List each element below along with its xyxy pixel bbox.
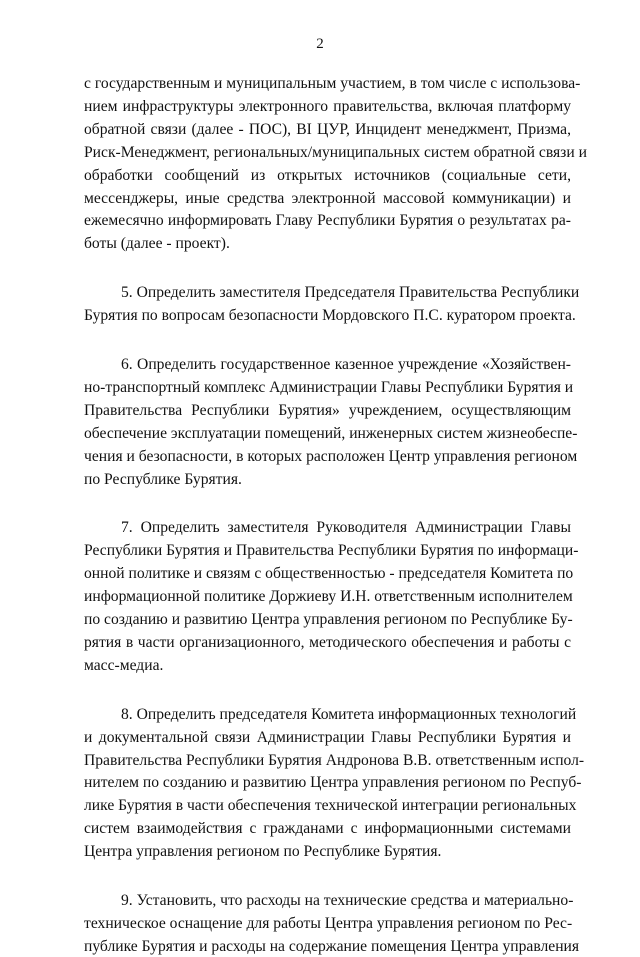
text-line: информационной политике Доржиеву И.Н. ответственным исполнителем — [84, 588, 573, 606]
text-line: обратной связи (далее - ПОС), BI ЦУР, Инцидент менеджмент, Призма, — [84, 120, 571, 138]
text-line: Центра управления регионом по Республике Бурятия. — [84, 843, 442, 861]
text-line: но-транспортный комплекс Администрации Главы Республики Бурятия и — [84, 378, 574, 396]
text-line: систем взаимодействия с гражданами с информационными системами — [84, 820, 571, 838]
text-line: по созданию и развитию Центра управления регионом по Республике Бу- — [84, 611, 573, 628]
text-line: Правительства Республики Бурятия» учреждением, осуществляющим — [84, 401, 571, 419]
text-line: нителем по созданию и развитию Центра управления регионом по Респуб- — [84, 774, 582, 792]
text-line: нием инфраструктуры электронного правительства, включая платформу — [84, 97, 571, 115]
text-line: с государственным и муниципальным участием, в том числе с использова- — [84, 75, 581, 92]
text-line: 9. Установить, что расходы на технические средства и материально- — [121, 892, 574, 909]
text-line: техническое оснащение для работы Центра управления регионом по Рес- — [84, 914, 573, 932]
text-line: Республики Бурятия и Правительства Республики Бурятия по информаци- — [84, 542, 579, 560]
text-line: масс-медиа. — [84, 656, 164, 674]
text-line: Риск-Менеджмент, региональных/муниципальных систем обратной связи и — [84, 143, 587, 161]
text-line: боты (далее - проект). — [84, 235, 230, 253]
text-line: онной политике и связям с общественностью - председателя Комитета по — [84, 565, 574, 583]
text-line: Бурятия по вопросам безопасности Мордовского П.С. куратором проекта. — [84, 307, 576, 325]
text-line: публике Бурятия и расходы на содержание помещения Центра управления — [84, 937, 580, 955]
text-line: Правительства Республики Бурятия Андронова В.В. ответственным испол- — [84, 751, 585, 769]
page-number: 2 — [316, 36, 324, 52]
text-line: 5. Определить заместителя Председателя Правительства Республики — [121, 284, 580, 302]
text-line: 7. Определить заместителя Руководителя Администрации Главы — [121, 519, 571, 537]
text-line: 8. Определить председателя Комитета информационных технологий — [121, 705, 577, 723]
text-line: 6. Определить государственное казенное учреждение «Хозяйствен- — [121, 356, 571, 373]
text-line: мессенджеры, иные средства электронной массовой коммуникации) и — [84, 189, 571, 207]
text-line: лике Бурятия в части обеспечения технической интеграции региональных — [84, 797, 577, 815]
text-line: по Республике Бурятия. — [84, 470, 242, 488]
text-line: ежемесячно информировать Главу Республики Бурятия о результатах ра- — [84, 212, 571, 230]
text-line: обеспечение эксплуатации помещений, инженерных систем жизнеобеспе- — [84, 424, 578, 442]
text-line: чения и безопасности, в которых расположен Центр управления регионом — [84, 447, 578, 465]
text-line: и документальной связи Администрации Главы Республики Бурятия и — [84, 728, 571, 746]
text-line: обработки сообщений из открытых источников (социальные сети, — [84, 166, 571, 184]
text-line: рятия в части организационного, методического обеспечения и работы с — [84, 633, 571, 651]
